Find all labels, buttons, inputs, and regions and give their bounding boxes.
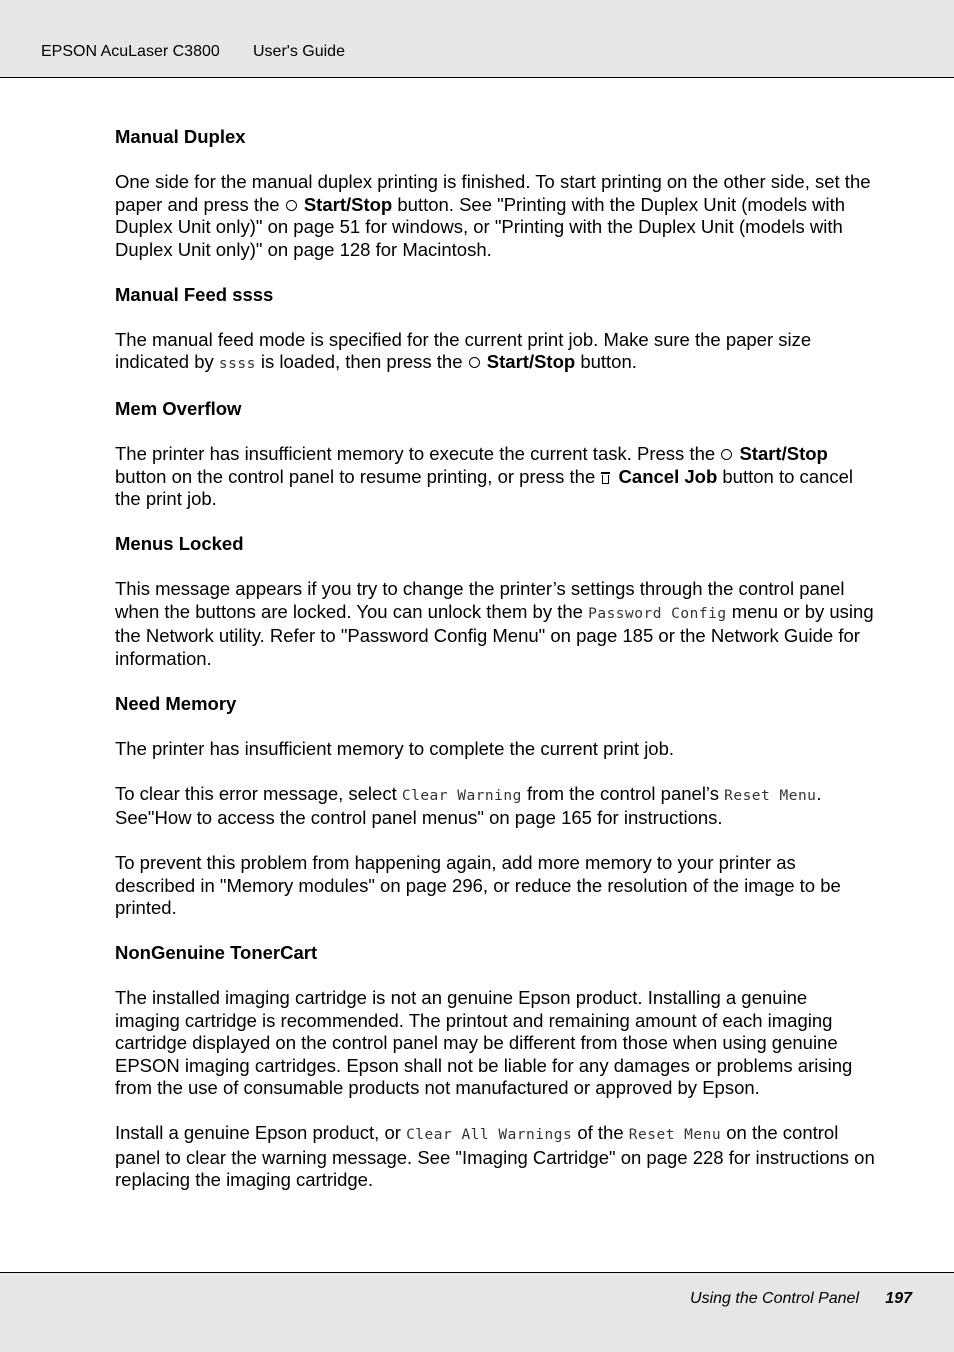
text-run: Install a genuine Epson product, or bbox=[115, 1122, 407, 1143]
heading-manual-feed: Manual Feed ssss bbox=[115, 283, 274, 305]
panel-value-ssss: ssss bbox=[218, 356, 256, 372]
paragraph-manual-feed bbox=[115, 329, 875, 376]
footer-section-title: Using the Control Panel bbox=[690, 1290, 859, 1307]
header-product-name: EPSON AcuLaser C3800 bbox=[41, 43, 220, 60]
text-run: from the control panel’s bbox=[521, 782, 725, 804]
paragraph-need-memory-2 bbox=[115, 783, 875, 830]
text-run: menu or by using the Network utility. Refer to "Password Config Menu" on page 185 or the Network Guide for information. bbox=[115, 600, 874, 669]
text-run: One side for the manual duplex printing is finished. To start printing on the other side, set the paper and press the bbox=[115, 171, 871, 215]
start-stop-label: Start/Stop bbox=[486, 351, 576, 372]
text-run: is loaded, then press the bbox=[255, 351, 468, 372]
paragraph-mem-overflow bbox=[115, 443, 875, 511]
paragraph-need-memory-3: To prevent this problem from happening again, add more memory to your printer as described in "Memory modules" on page 296, or reduce the resolution of the image to be printed. bbox=[115, 852, 841, 918]
start-stop-label: Start/Stop bbox=[303, 193, 393, 215]
start-stop-icon bbox=[721, 449, 732, 460]
text-run: The printer has insufficient memory to execute the current task. Press the bbox=[115, 443, 721, 464]
page-number: 197 bbox=[885, 1290, 912, 1307]
panel-value-clear-warning: Clear Warning bbox=[401, 787, 522, 804]
panel-value-password-config: Password Config bbox=[588, 605, 727, 622]
paragraph-manual-duplex bbox=[115, 171, 875, 261]
text-run: of the bbox=[572, 1122, 629, 1143]
page-header bbox=[0, 0, 954, 78]
page-content bbox=[115, 126, 875, 1214]
paragraph-menus-locked bbox=[115, 578, 875, 670]
start-stop-icon bbox=[286, 200, 297, 211]
text-run: The manual feed mode is specified for the current print job. Make sure the paper size indicated by bbox=[115, 328, 812, 372]
cancel-job-label: Cancel Job bbox=[618, 465, 718, 487]
text-run: button on the control panel to resume printing, or press the bbox=[115, 465, 601, 487]
text-run: To clear this error message, select bbox=[115, 782, 402, 804]
paragraph-nongenuine-1: The installed imaging cartridge is not an genuine Epson product. Installing a genuine imaging cartridge is recommended. The printout and remaining amount of each imaging cartridge displayed on the control panel may be different from those when using genuine EPSON imaging cartridges. Epson shall not be liable for any damages or problems arising from the use of consumable products not manufactured or approved by Epson. bbox=[115, 987, 853, 1098]
heading-nongenuine-tonercart: NonGenuine TonerCart bbox=[115, 942, 318, 963]
panel-value-reset-menu: Reset Menu bbox=[724, 787, 817, 804]
start-stop-icon bbox=[469, 357, 480, 368]
heading-menus-locked: Menus Locked bbox=[115, 533, 244, 554]
panel-value-reset-menu: Reset Menu bbox=[628, 1127, 722, 1143]
text-run: . See"How to access the control panel menus" on page 165 for instructions. bbox=[115, 782, 822, 828]
page-footer bbox=[0, 1272, 954, 1352]
paragraph-need-memory-1: The printer has insufficient memory to complete the current print job. bbox=[115, 737, 675, 759]
paragraph-nongenuine-2 bbox=[115, 1122, 875, 1192]
panel-value-clear-all-warnings: Clear All Warnings bbox=[406, 1127, 573, 1143]
heading-mem-overflow: Mem Overflow bbox=[115, 398, 242, 419]
cancel-job-icon bbox=[601, 472, 610, 484]
start-stop-label: Start/Stop bbox=[739, 443, 828, 464]
text-run: button. bbox=[575, 351, 637, 372]
header-guide-title: User's Guide bbox=[253, 43, 345, 60]
text-run: This message appears if you try to change the printer’s settings through the control panel when the buttons are locked. You can unlock them by the bbox=[115, 578, 845, 622]
text-run: button to cancel the print job. bbox=[115, 465, 854, 509]
text-run: button. See "Printing with the Duplex Unit (models with Duplex Unit only)" on page 51 for windows, or "Printing with the Duplex Unit (models with Duplex Unit only)" on page 128 for Macintosh. bbox=[115, 193, 846, 260]
text-run: on the control panel to clear the warning message. See "Imaging Cartridge" on page 228 for instructions on replacing the imaging cartridge. bbox=[115, 1122, 875, 1190]
heading-manual-duplex: Manual Duplex bbox=[115, 126, 246, 147]
heading-need-memory: Need Memory bbox=[115, 692, 237, 714]
